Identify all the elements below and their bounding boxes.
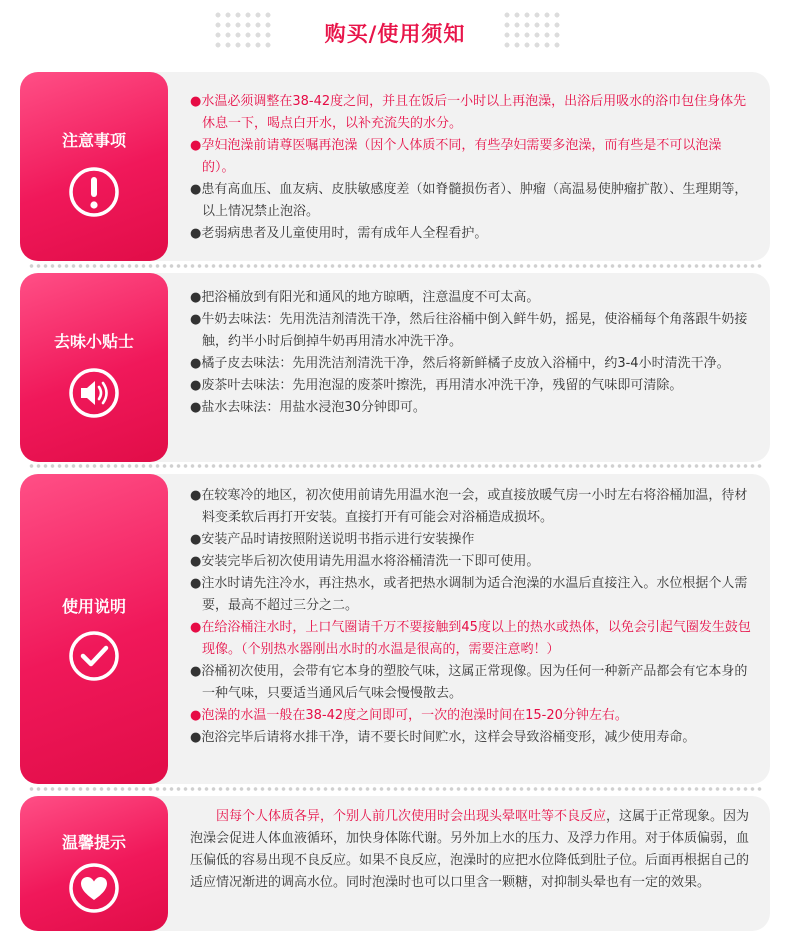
page-title: 购买/使用须知 [324,22,466,46]
section-precautions [20,72,770,261]
list-item: ●孕妇泡澡前请尊医嘱再泡澡（因个人体质不同，有些孕妇需要多泡澡，而有些是不可以泡澡的）。 [190,138,722,175]
tip-text: ，这属于正常现象。因为泡澡会促进人体血液循环，加快身体陈代谢。另外加上水的压力、及浮力作用。对于体质偏弱，血压偏低的容易出现不良反应。如果不良反应，泡澡时的应把水位降低到肚子位。后面再根据自己的适应情况渐进的调高水位。同时泡澡时也可以口里含一颗糖，对抑制头晕也有一定的效果。 [190,809,750,890]
section-odor-tips [20,273,770,462]
decorative-dots-right [502,10,564,50]
section-side-panel [20,273,168,462]
exclamation-icon [66,164,122,220]
section-side-panel [20,796,168,931]
list-item: ●把浴桶放到有阳光和通风的地方晾晒，注意温度不可太高。 [190,290,540,305]
list-item: ●患有高血压、血友病、皮肤敏感度差（如脊髓损伤者）、肿瘤（高温易使肿瘤扩散）、生理期等，以上情况禁止泡浴。 [190,182,748,219]
list-item: ●泡澡的水温一般在38-42度之间即可，一次的泡澡时间在15-20分钟左右。 [190,708,628,723]
dotted-divider [28,263,764,269]
section-title: 去味小贴士 [53,332,134,351]
list-item: ●老弱病患者及儿童使用时，需有成年人全程看护。 [190,226,488,241]
heart-icon [66,860,122,916]
list-item: ●废茶叶去味法：先用泡湿的废茶叶擦洗，再用清水冲洗干净，残留的气味即可清除。 [190,378,683,393]
list-item: ●泡浴完毕后请将水排干净，请不要长时间贮水，这样会导致浴桶变形，减少使用寿命。 [190,730,696,745]
list-item: ●橘子皮去味法：先用洗洁剂清洗干净，然后将新鲜橘子皮放入浴桶中，约3-4小时清洗干净。 [190,356,730,371]
section-title: 温馨提示 [61,833,126,852]
dotted-divider [28,786,764,792]
list-item: ●安装完毕后初次使用请先用温水将浴桶清洗一下即可使用。 [190,554,540,569]
section-warm-tips [20,796,770,931]
section-content [190,485,752,749]
list-item: ●水温必须调整在38-42度之间，并且在饭后一小时以上再泡澡，出浴后用吸水的浴巾包住身体先休息一下，喝点白开水，以补充流失的水分。 [190,94,747,131]
checkmark-icon [66,628,122,684]
dotted-divider [28,463,764,469]
section-side-panel [20,72,168,261]
list-item: ●牛奶去味法：先用洗洁剂清洗干净，然后往浴桶中倒入鲜牛奶，摇晃，使浴桶每个角落跟牛奶接触，约半小时后倒掉牛奶再用清水冲洗干净。 [190,312,748,349]
section-content [190,806,752,894]
section-content [190,287,752,419]
section-instructions [20,474,770,784]
list-item: ●浴桶初次使用，会带有它本身的塑胶气味，这属正常现像。因为任何一种新产品都会有它本身的一种气味，只要适当通风后气味会慢慢散去。 [190,664,748,701]
page-header [0,0,790,64]
tip-paragraph [190,806,752,894]
list-item: ●盐水去味法：用盐水浸泡30分钟即可。 [190,400,426,415]
list-item: ●安装产品时请按照附送说明书指示进行安装操作 [190,532,475,547]
section-content [190,91,752,245]
tip-highlight: 因每个人体质各异，个别人前几次使用时会出现头晕呕吐等不良反应 [216,809,607,824]
list-item: ●注水时请先注冷水，再注热水，或者把热水调制为适合泡澡的水温后直接注入。水位根据个人需要，最高不超过三分之二。 [190,576,748,613]
section-title: 使用说明 [61,597,126,616]
list-item: ●在较寒冷的地区，初次使用前请先用温水泡一会，或直接放暖气房一小时左右将浴桶加温，待材料变柔软后再打开安装。直接打开有可能会对浴桶造成损坏。 [190,488,748,525]
section-side-panel [20,474,168,784]
speaker-icon [66,365,122,421]
list-item: ●在给浴桶注水时，上口气圈请千万不要接触到45度以上的热水或热体，以免会引起气圈发生鼓包现像。（个别热水器刚出水时的水温是很高的，需要注意哟！） [190,620,751,657]
section-title: 注意事项 [61,131,126,150]
